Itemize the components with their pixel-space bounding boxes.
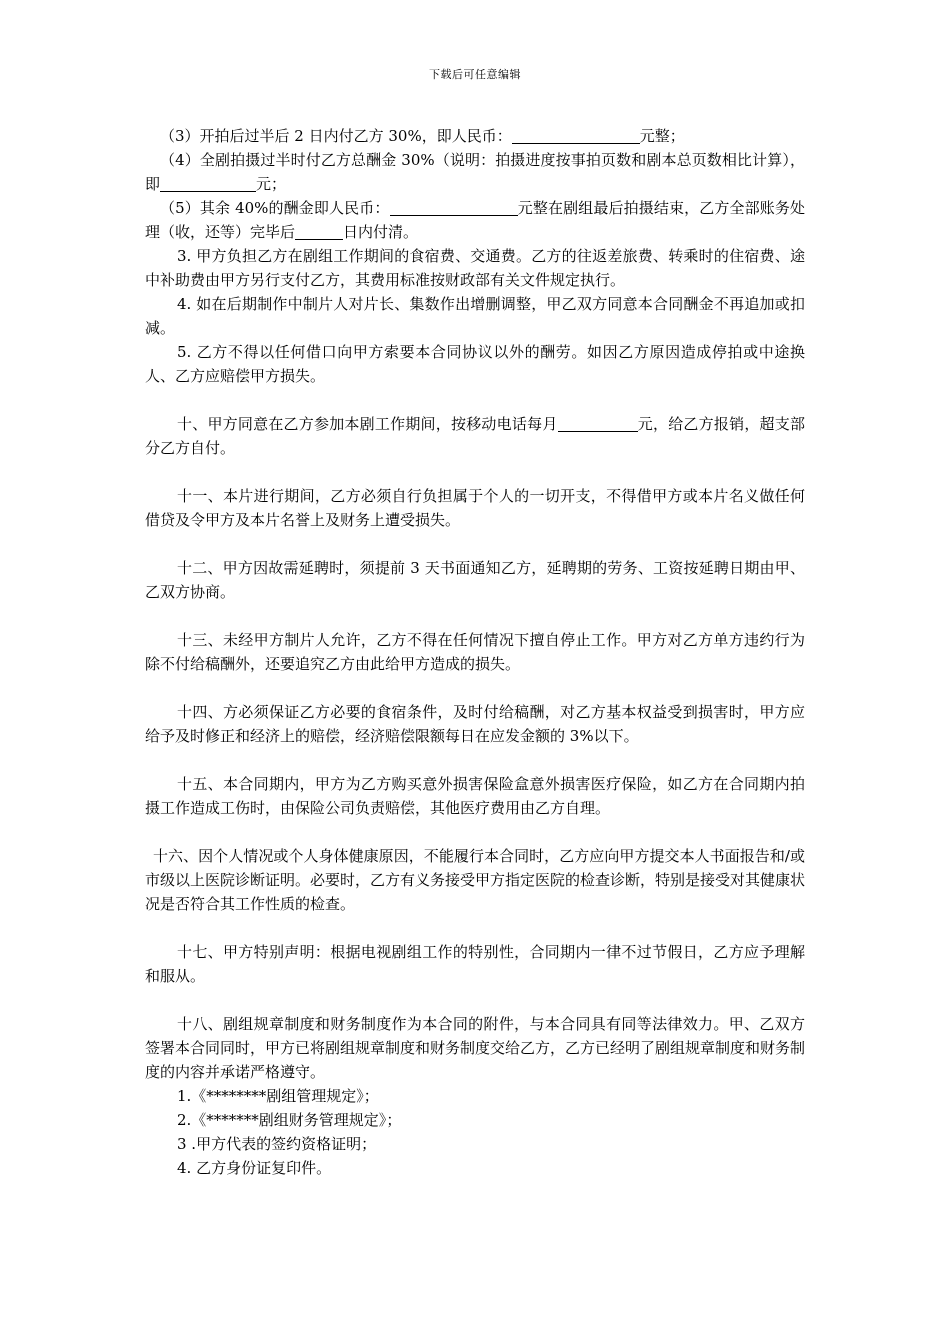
blank-line	[295, 223, 343, 240]
payment-item-5-mid: 元整在剧组最后拍摄结束，乙方全部账务处理（收，还等）完毕后	[145, 199, 805, 241]
payment-item-3	[145, 124, 805, 148]
payment-item-3-suffix: 元整；	[639, 127, 685, 145]
clause-15: 十五、本合同期内，甲方为乙方购买意外损害保险盒意外损害医疗保险，如乙方在合同期内拍摄工作造成工伤时，由保险公司负责赔偿，其他医疗费用由乙方自理。	[145, 775, 805, 817]
clause-12: 十二、甲方因故需延聘时，须提前 3 天书面通知乙方，延聘期的劳务、工资按延聘日期由甲、乙双方协商。	[145, 559, 805, 601]
clause-18: 十八、剧组规章制度和财务制度作为本合同的附件，与本合同具有同等法律效力。甲、乙双方签署本合同同时，甲方已将剧组规章制度和财务制度交给乙方，乙方已经明了剧组规章制度和财务制度的内容并承诺严格遵守。	[145, 1015, 806, 1081]
clause-16: 十六、因个人情况或个人身体健康原因，不能履行本合同时，乙方应向甲方提交本人书面报告和/或市级以上医院诊断证明。必要时，乙方有义务接受甲方指定医院的检查诊断，特别是接受对其健康状况是否符合其工作性质的检查。	[145, 847, 806, 913]
attachment-item: 3 .甲方代表的签约资格证明；	[177, 1135, 377, 1153]
payment-item-3-text: （3）开拍后过半后 2 日内付乙方 30%，即人民币：	[160, 127, 512, 145]
clause-10-text: 十、甲方同意在乙方参加本剧工作期间，按移动电话每月	[177, 415, 558, 433]
page-header: 下载后可任意编辑	[429, 68, 521, 81]
item-5: 5. 乙方不得以任何借口向甲方索要本合同协议以外的酬劳。如因乙方原因造成停拍或中途换人、乙方应赔偿甲方损失。	[145, 343, 805, 385]
payment-item-5-text: （5）其余 40%的酬金即人民币：	[160, 199, 390, 217]
clause-10	[145, 412, 805, 460]
blank-line	[160, 175, 256, 192]
item-3: 3. 甲方负担乙方在剧组工作期间的食宿费、交通费。乙方的往返差旅费、转乘时的住宿费、途中补助费由甲方另行支付乙方，其费用标准按财政部有关文件规定执行。	[145, 247, 805, 289]
clause-11: 十一、本片进行期间，乙方必须自行负担属于个人的一切开支，不得借甲方或本片名义做任何借贷及令甲方及本片名誉上及财务上遭受损失。	[145, 487, 805, 529]
blank-line	[512, 127, 640, 144]
payment-item-5	[145, 196, 805, 244]
payment-item-4-text: （4）全剧拍摄过半时付乙方总酬金 30%（说明：拍摄进度按事拍页数和剧本总页数相比计算），即	[145, 151, 805, 193]
payment-item-4	[145, 148, 805, 196]
clause-14: 十四、方必须保证乙方必要的食宿条件，及时付给稿酬，对乙方基本权益受到损害时，甲方应给予及时修正和经济上的赔偿，经济赔偿限额每日在应发金额的 3%以下。	[145, 703, 805, 745]
payment-item-4-suffix: 元；	[256, 175, 287, 193]
blank-line	[558, 415, 638, 432]
blank-line	[390, 199, 518, 216]
clause-13: 十三、未经甲方制片人允许，乙方不得在任何情况下擅自停止工作。甲方对乙方单方违约行为除不付给稿酬外，还要追究乙方由此给甲方造成的损失。	[145, 631, 805, 673]
attachment-item: 1.《********剧组管理规定》；	[177, 1087, 379, 1105]
item-4: 4. 如在后期制作中制片人对片长、集数作出增删调整，甲乙双方同意本合同酬金不再追加或扣减。	[145, 295, 805, 337]
attachment-item: 2.《*******剧组财务管理规定》；	[177, 1111, 402, 1129]
clause-10-suffix: 元，给乙方报销，超支部分乙方自付。	[145, 415, 805, 457]
payment-item-5-suffix: 日内付清。	[343, 223, 419, 241]
clause-17: 十七、甲方特别声明：根据电视剧组工作的特别性，合同期内一律不过节假日，乙方应予理解和服从。	[145, 943, 805, 985]
document-body	[145, 124, 805, 1180]
attachment-item: 4. 乙方身份证复印件。	[177, 1159, 332, 1177]
